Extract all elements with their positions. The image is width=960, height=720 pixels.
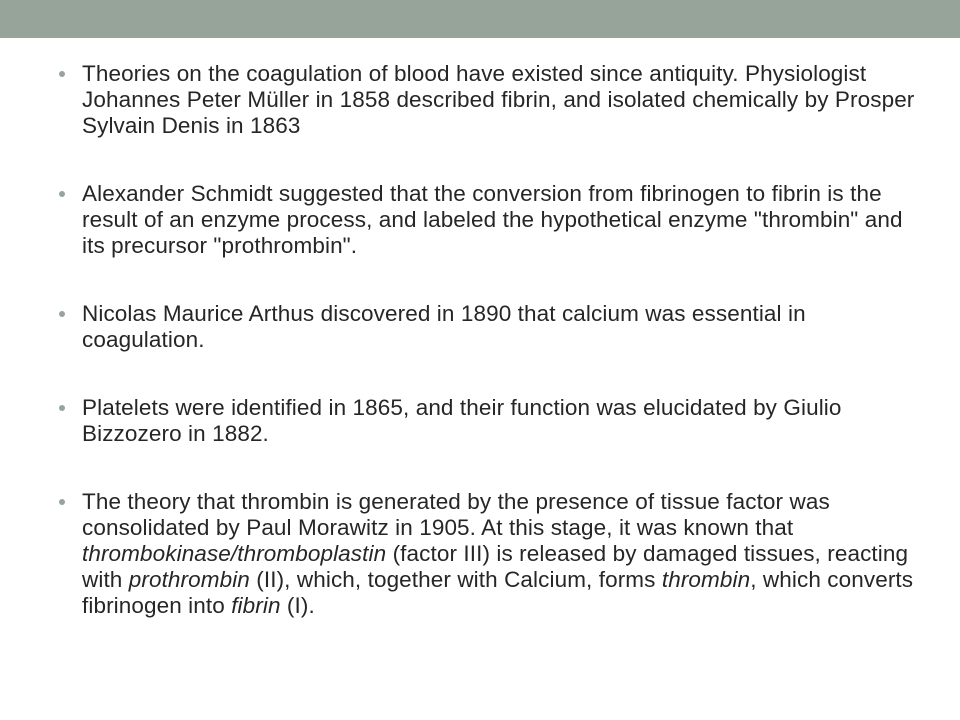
bullet-dot-icon [59,191,65,197]
text-segment: Alexander Schmidt suggested that the conversion from fibrinogen to fibrin is the result of an enzyme process, and labeled the hypothetical enzyme "thrombin" and its precursor "prothrombin". [82,181,903,258]
bullet-item [58,395,918,447]
bullet-item [58,181,918,259]
text-segment: Theories on the coagulation of blood have existed since antiquity. Physiologist Johannes Peter Müller in 1858 described fibrin, and isolated chemically by Prosper Sylvain Denis in 1863 [82,61,915,138]
text-segment: Nicolas Maurice Arthus discovered in 1890 that calcium was essential in coagulation. [82,301,806,352]
italic-text-segment: thrombin [661,567,751,592]
bullet-dot-icon [59,499,65,505]
slide-header-bar [0,0,960,38]
italic-text-segment: fibrin [231,593,281,618]
italic-text-segment: prothrombin [128,567,250,592]
bullet-text [82,395,918,447]
bullet-text [82,489,918,619]
bullet-item [58,489,918,619]
italic-text-segment: thrombokinase/thromboplastin [82,541,387,566]
text-segment: Platelets were identified in 1865, and their function was elucidated by Giulio Bizzozero in 1882. [82,395,842,446]
text-segment: , which converts fibrinogen into [82,567,914,618]
text-segment: (II), which, together with Calcium, forms [249,567,662,592]
bullet-dot-icon [59,311,65,317]
bullet-item [58,301,918,353]
bullet-dot-icon [59,71,65,77]
text-segment: (factor III) is released by damaged tissues, reacting with [82,541,909,592]
bullet-dot-icon [59,405,65,411]
bullet-item [58,61,918,139]
text-segment: The theory that thrombin is generated by the presence of tissue factor was consolidated by Paul Morawitz in 1905. At this stage, it was known that [82,489,830,540]
bullet-text [82,301,918,353]
bullet-text [82,61,918,139]
slide-content [58,61,918,619]
text-segment: (I). [280,593,315,618]
bullet-text [82,181,918,259]
